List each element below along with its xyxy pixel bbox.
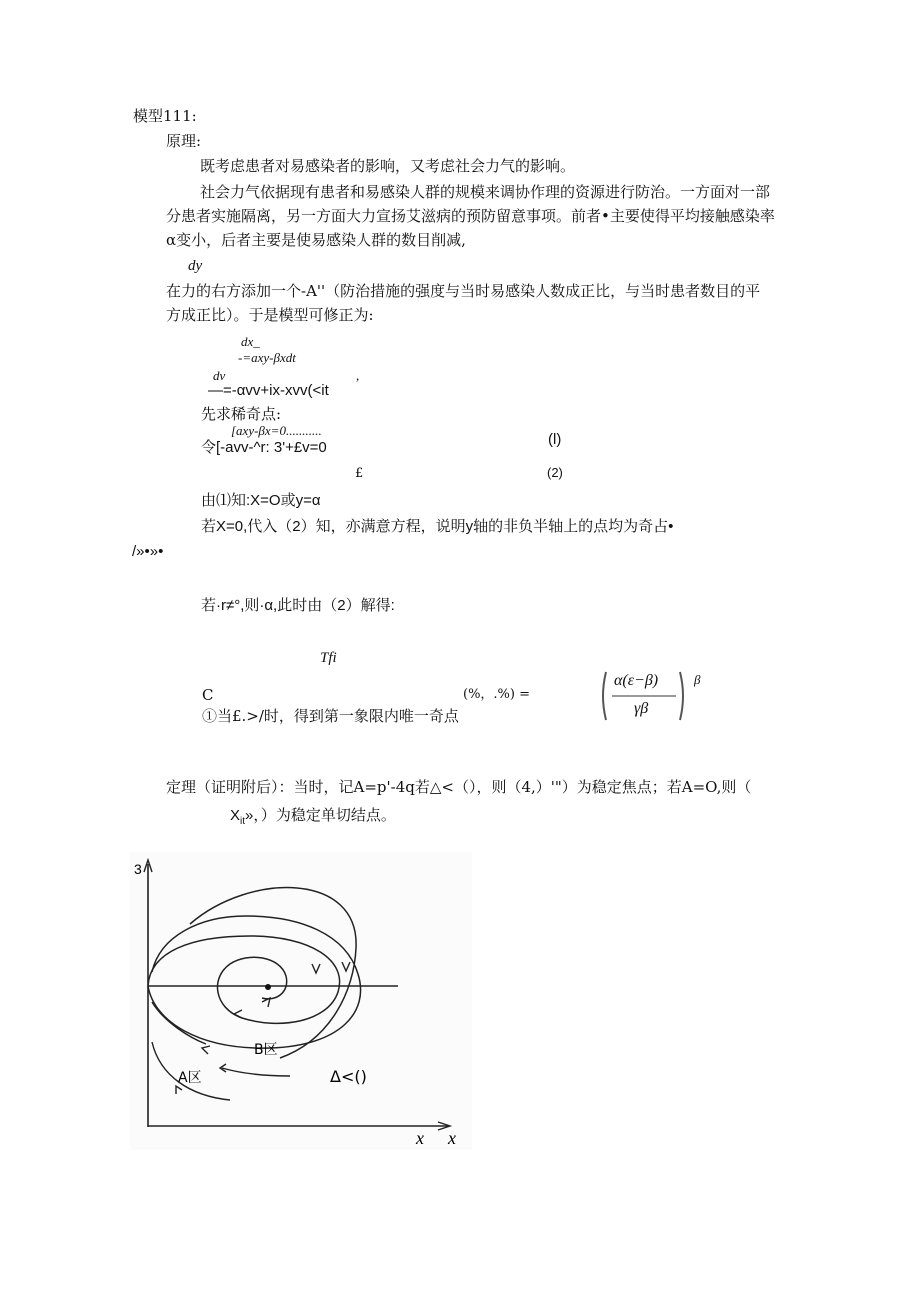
system-epsilon: £: [355, 466, 364, 481]
x-axis-label-2: x: [448, 1128, 456, 1148]
formula-numerator: α(ε−β): [614, 672, 659, 689]
region-b-label: B区: [254, 1042, 278, 1058]
theorem-line-1: 定理（证明附后）：当时，记A=p'-4q若△<（），则（4,）'"）为稳定焦点；若A=O,则（: [166, 778, 752, 796]
paragraph-2-line-3: α变小，后者主要是使易感染人群的数目削减,: [166, 231, 466, 249]
formula-denominator: γβ: [634, 700, 649, 717]
principle-label: 原理:: [166, 132, 202, 150]
garbled-text: /»•»•: [132, 543, 164, 560]
system-top: [axy-βx=0...........: [231, 423, 322, 438]
equilibrium-formula: [598, 668, 701, 724]
system-number-1: (l): [548, 431, 562, 448]
theorem-x: X: [230, 807, 241, 824]
equation-2-bottom: —=-αvv+ix-xvv(<it: [208, 382, 329, 399]
percent-text: (%，.%) =: [463, 687, 531, 702]
equation-2-tick: ,: [356, 368, 360, 383]
equation-1-bottom: -=axy-βxdt: [238, 350, 296, 365]
paragraph-2-line-2: 分患者实施隔离，另一方面大力宣扬艾滋病的预防留意事项。前者•主要使得平均接触感染率: [166, 207, 775, 225]
y-axis-label: 3: [134, 861, 142, 877]
theorem-rest: »，）为稳定单切结点。: [245, 807, 396, 824]
equation-2-top: dv: [213, 368, 226, 383]
paragraph-3-line-1: 在力的右方添加一个-A''（防治措施的强度与当时易感染人数成正比，与当时患者数目的平: [166, 282, 761, 300]
dy-label: dy: [188, 258, 203, 274]
tfi-label: Tfi: [320, 650, 337, 666]
from-eq1: 由⑴知:X=O或y=α: [201, 492, 321, 509]
theorem-line-2: [230, 806, 396, 832]
system-number-2: (2): [547, 465, 563, 480]
paragraph-1: 既考虑患者对易感染者的影响，又考虑社会力气的影响。: [200, 157, 576, 175]
paragraph-3-line-2: 方成正比）。于是模型可修正为:: [166, 306, 374, 324]
paragraph-2-line-1: 社会力气依据现有患者和易感染人群的规模来调协作理的资源进行防治。一方面对一部: [200, 183, 771, 201]
case-1: ①当£.>/时，得到第一象限内唯一奇点: [202, 707, 459, 725]
if-r-nonzero: 若·r≠°,则·α,此时由（2）解得:: [201, 597, 395, 614]
if-x-zero: 若X=0,代入（2）知，亦满意方程，说明y轴的非负半轴上的点均为奇占•: [201, 518, 674, 535]
system-bottom: 令[-avv-^r: 3'+£v=0: [201, 439, 327, 456]
x-axis-label-1: x: [416, 1128, 424, 1148]
phase-portrait-figure: [130, 852, 472, 1150]
delta-label: Δ<(): [330, 1067, 367, 1086]
singular-point-label: 先求稀奇点:: [201, 405, 282, 423]
c-label: C: [202, 686, 214, 704]
model-title: 模型111:: [133, 107, 197, 125]
equation-1-top: dx_: [241, 334, 260, 349]
region-a-label: A区: [178, 1070, 202, 1086]
theorem-sub: it: [240, 816, 246, 827]
formula-exponent: β: [694, 672, 701, 687]
equilibrium-point: [265, 984, 271, 990]
